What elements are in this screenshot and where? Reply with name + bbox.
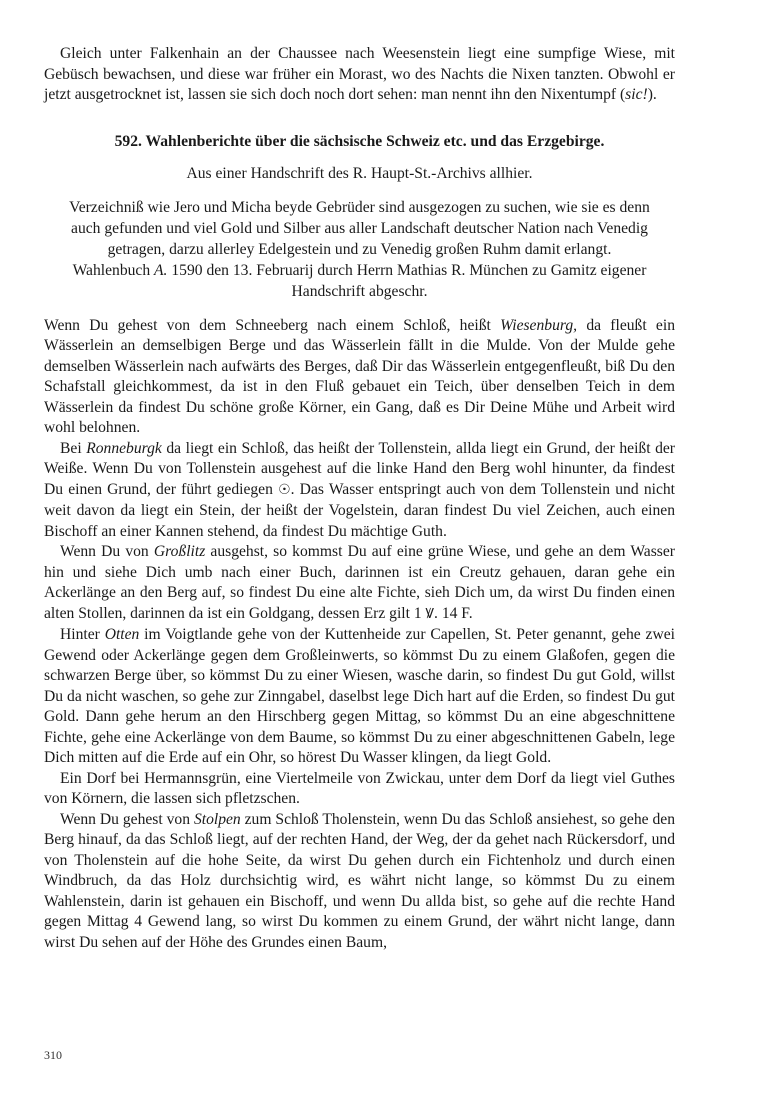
paragraph-4: Hinter Otten im Voigtlande gehe von der Kuttenheide zur Capellen, St. Peter genannt, gehe zwei Gewend oder Ackerlänge gegen dem Großleinwerts, so kömmst Du zu einem Glaßofen, gegen die schwarzen Berge über, so kömmst Du zu einer Wiesen, wasche darin, so findest Du gut Gold, willst Du da nicht waschen, so gehe zur Zinngabel, daselbst lege Dich hart auf die Erden, so findest Du gut Gold. Dann gehe herum an den Hirschberg gegen Mittag, so kömmst Du an eine abgeschnittene Fichte, gehe eine Ackerlänge von dem Baume, so kömmst Du zu einer abgeschnittenen Gabeln, lege Dich mitten auf die Erde auf ein Ohr, so hörest Du Wasser klingen, da liegt Gold. [44, 626, 675, 766]
paragraph-5: Ein Dorf bei Hermannsgrün, eine Viertelmeile von Zwickau, unter dem Dorf da liegt viel Guthes von Körnern, die lassen sich pfletzschen. [44, 769, 675, 807]
intro-paragraph [44, 44, 675, 106]
paragraph-2: Bei Ronneburgk da liegt ein Schloß, das heißt der Tollenstein, allda liegt ein Grund, der heißt der Weiße. Wenn Du von Tollenstein ausgehest auf die linke Hand den Berg wohl hinunter, da findest Du einen Grund, der führt gediegen ☉. Das Wasser entspringt auch von dem Tollenstein und nicht weit davon da liegt ein Stein, der heißt der Vogelstein, daran findest Du viel Zeichen, auch einen Bischoff an einer Kannen stehend, da findest Du mächtige Guth. [44, 439, 675, 540]
page-content [44, 44, 675, 953]
paragraph-6: Wenn Du gehest von Stolpen zum Schloß Tholenstein, wenn Du das Schloß ansiehest, so gehe den Berg hinauf, da das Schloß liegt, auf der rechten Hand, der Weg, der da gehet nach Rückersdorf, und von Tholenstein auf die hohe Seite, da wirst Du gehen durch ein Fichtenholz und durch einen Windbruch, da das Holz durchsichtig wird, es währt nicht lange, so kömmst Du zu einem Wahlenstein, darin ist gehauen ein Bischoff, und wenn Du allda bist, so gehe auf die rechte Hand gegen Mittag 4 Gewend lang, so wirst Du kommen zu einem Grund, der währt nicht lange, dann wirst Du sehen auf der Höhe des Grundes einen Baum, [44, 810, 675, 951]
intro-text: Gleich unter Falkenhain an der Chaussee nach Weesenstein liegt eine sumpfige Wiese, mit Gebüsch bewachsen, und diese war früher ein Morast, wo des Nachts die Nixen tanzten. Obwohl er jetzt ausgetrocknet ist, lassen sie sich doch noch dort sehen: man nennt ihn den Nixentumpf ( [44, 45, 675, 103]
section-heading: 592. Wahlenberichte über die sächsische Schweiz etc. und das Erzgebirge. [114, 132, 605, 150]
weight-symbol-icon: Ꝟ [425, 606, 435, 622]
paragraph-1: Wenn Du gehest von dem Schneeberg nach einem Schloß, heißt Wiesenburg, da fleußt ein Wässerlein an demselbigen Berge und das Wässerlein fällt in die Mulde. Von der Mulde gehe demselben Wässerlein nach aufwärts des Berges, daß Dir das Wässerlein entgegenfleußt, biß Du den Schafstall gleichkommest, da ist in den Fluß gebauet ein Teich, über denselben Teich in dem Wässerlein da findest Du schöne große Körner, ein Gang, daß es Dir Deine Mühe und Arbeit wird wohl belohnen. [44, 316, 675, 436]
title-block-line1: Verzeichniß wie Jero und Micha beyde Gebrüder sind ausgezogen zu suchen, wie sie es denn auch gefunden und viel Gold und Silber aus aller Landschaft deutscher Nation nach Venedig getragen, darzu allerley Edelgestein und zu Venedig großen Ruhm damit erlangt. [69, 198, 650, 258]
body-text [44, 316, 675, 954]
page-number: 310 [44, 1048, 62, 1062]
intro-italic: sic! [625, 86, 648, 103]
gold-symbol-icon: ☉ [278, 482, 291, 498]
title-block-line2: Wahlenbuch A. 1590 den 13. Februarij durch Herrn Mathias R. München zu Gamitz eigener Handschrift abgeschr. [72, 261, 647, 300]
source-note: Aus einer Handschrift des R. Haupt-St.-Archivs allhier. [186, 165, 533, 182]
intro-end: ). [647, 86, 657, 103]
document-title-block [44, 197, 675, 302]
paragraph-3: Wenn Du von Großlitz ausgehst, so kommst Du auf eine grüne Wiese, und gehe an dem Wasser hin und siehe Dich umb nach einer Buch, darinnen ist ein Creutz gehauen, daran gehe ein Ackerlänge an den Berg auf, so findest Du eine alte Fichte, sieh Dich um, da wirst Du finden einen alten Stollen, darinnen da ist ein Goldgang, dessen Erz gilt 1 Ꝟ. 14 F. [44, 543, 675, 622]
